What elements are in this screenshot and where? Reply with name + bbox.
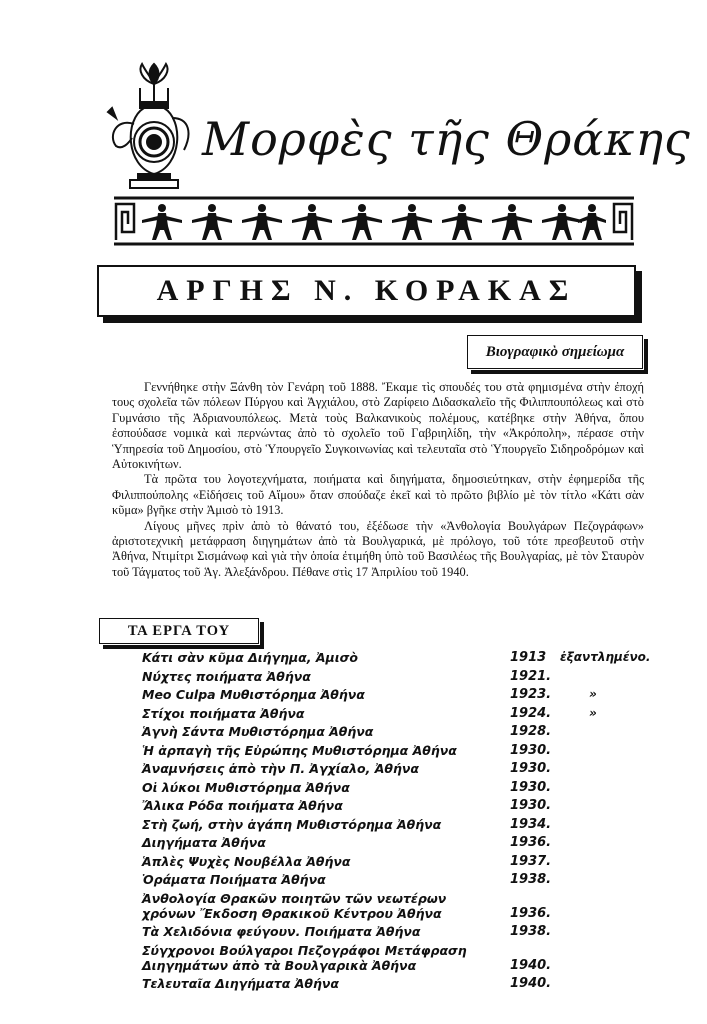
work-year: 1924. bbox=[510, 705, 552, 721]
work-year: 1928. bbox=[510, 724, 552, 739]
work-year: 1937. bbox=[510, 853, 552, 869]
author-name-box bbox=[97, 265, 636, 317]
bio-label-box bbox=[467, 335, 643, 369]
work-title: Ἄλικα Ρόδα ποιήματα Ἀθήνα bbox=[142, 798, 343, 813]
work-year: 1921. bbox=[510, 668, 552, 684]
list-item bbox=[142, 706, 662, 721]
author-name: ΑΡΓΗΣ Ν. ΚΟΡΑΚΑΣ bbox=[156, 274, 577, 307]
work-year: 1936. bbox=[510, 905, 552, 921]
work-title: Νύχτες ποιήματα Ἀθήνα bbox=[142, 668, 311, 684]
bio-paragraph: Λίγους μῆνες πρὶν ἀπὸ τὸ θάνατό του, ἐξέδωσε τὴν «Ἀνθολογία Βουλγάρων Πεζογράφων» ἀριστοτεχνικὴ μετάφραση διηγημάτων ἀπὸ τὰ Βουλγαρικά, μὲ πρόλογο, τοῦ τότε πρεσβευτοῦ στὴν Ἀθήνα, Ντιμίτρι Σισμάνωφ καὶ γιὰ τὴν ὁποία ἐτιμήθη ὑπὸ τοῦ Βασιλέως τῆς Βουλγαρίας, μὲ τὸν Σταυρὸν τοῦ Τάγματος τοῦ Ἁγ. Ἀλεξάνδρου. Πέθανε στὶς 17 Ἀπριλίου τοῦ 1940. bbox=[112, 518, 644, 579]
work-title: Ἡ ἁρπαγὴ τῆς Εὐρώπης Μυθιστόρημα Ἀθήνα bbox=[142, 742, 457, 758]
work-title: Ὁράματα Ποιήματα Ἀθήνα bbox=[142, 872, 326, 887]
list-item bbox=[142, 650, 662, 665]
list-item bbox=[142, 761, 662, 776]
list-item bbox=[142, 924, 662, 939]
work-title: Ἀναμνήσεις ἀπὸ τὴν Π. Ἀγχίαλο, Ἀθήνα bbox=[142, 761, 420, 776]
jug-ornament-icon bbox=[104, 58, 204, 190]
list-item bbox=[142, 780, 662, 795]
work-year: 1930. bbox=[510, 779, 552, 795]
work-year: 1934. bbox=[510, 816, 552, 832]
work-year: 1938. bbox=[510, 924, 552, 939]
magazine-title: Μορφὲς τῆς Θράκης bbox=[202, 112, 691, 166]
work-year: 1938. bbox=[510, 872, 552, 887]
list-item bbox=[142, 976, 662, 991]
work-year: 1940. bbox=[510, 976, 552, 991]
work-title: Meo Culpa Μυθιστόρημα Ἀθήνα bbox=[142, 687, 365, 702]
work-year: 1923. bbox=[510, 687, 552, 702]
work-year: 1930. bbox=[510, 798, 552, 813]
work-note: ἐξαντλημένο. bbox=[560, 650, 651, 664]
bio-paragraph: Τὰ πρῶτα του λογοτεχνήματα, ποιήματα καὶ διηγήματα, δημοσιεύτηκαν, στὴν ἐφημερίδα τῆς Φιλιππούπολης «Εἰδήσεις τοῦ Αἵμου» ὅταν σπούδαζε ἐκεῖ καὶ τὸ πρῶτο βιβλίο μὲ τὸν τίτλο «Κάτι σὰν κῦμα» βγῆκε στὴν Ἀμισὸ τὸ 1913. bbox=[112, 472, 644, 518]
work-title: Οἱ λύκοι Μυθιστόρημα Ἀθήνα bbox=[142, 779, 350, 795]
list-item bbox=[142, 872, 662, 887]
work-year: 1940. bbox=[510, 957, 552, 973]
list-item bbox=[142, 943, 662, 973]
works-label: ΤΑ ΕΡΓΑ ΤΟΥ bbox=[127, 622, 231, 639]
list-item bbox=[142, 687, 662, 702]
bio-paragraph: Γεννήθηκε στὴν Ξάνθη τὸν Γενάρη τοῦ 1888. Ἔκαμε τὶς σπουδές του στὰ φημισμένα στὴν ἐποχή τους σχολεῖα τῶν πόλεων Πύργου καὶ Ἀγχιάλου, στὸ Ζαρίφειο Διδασκαλεῖο τῆς Φιλιππουπόλεως καὶ στὸ Γυμνάσιο τῆς Ἀδριανουπόλεως. Μετὰ τοὺς Βαλκανικοὺς πολέμους, κατέβηκε στὴν Ἀθήνα, ὅπου ἐσπούδασε νομικὰ καὶ περνώντας ἀπὸ τὸ σχολεῖο τοῦ Γαβριηλίδη, τὴν «Ἀκρόπολη», πέρασε στὴν Ὑπηρεσία τοῦ Δημοσίου, στὸ Ὑπουργεῖο Συγκοινωνίας καὶ τελευταῖα στὸ Ὑπουργεῖο Σιδηροδρόμων καὶ Αὐτοκινήτων. bbox=[112, 380, 644, 472]
work-year: 1936. bbox=[510, 835, 552, 850]
work-note: » bbox=[589, 687, 597, 701]
work-title: Τὰ Χελιδόνια φεύγουν. Ποιήματα Ἀθήνα bbox=[142, 924, 421, 939]
works-list bbox=[142, 650, 662, 995]
works-label-box bbox=[99, 618, 259, 644]
list-item bbox=[142, 835, 662, 850]
work-title: Στὴ ζωή, στὴν ἀγάπη Μυθιστόρημα Ἀθήνα bbox=[142, 816, 442, 832]
greek-key-frieze-icon bbox=[114, 196, 634, 246]
list-item bbox=[142, 798, 662, 813]
work-title: Ἁπλὲς Ψυχὲς Νουβέλλα Ἀθήνα bbox=[142, 853, 351, 869]
work-title: Κάτι σὰν κῦμα Διήγημα, Ἀμισὸ bbox=[142, 650, 358, 665]
list-item bbox=[142, 817, 662, 832]
work-title: Τελευταῖα Διηγήματα Ἀθήνα bbox=[142, 976, 339, 991]
bio-label: Βιογραφικὸ σημείωμα bbox=[485, 343, 625, 360]
list-item bbox=[142, 854, 662, 869]
list-item bbox=[142, 891, 662, 921]
list-item bbox=[142, 669, 662, 684]
work-title: Σύγχρονοι Βούλγαροι Πεζογράφοι Μετάφραση Διηγημάτων ἀπὸ τὰ Βουλγαρικὰ Ἀθήνα bbox=[142, 942, 467, 973]
work-title: Διηγήματα Ἀθήνα bbox=[142, 835, 266, 850]
work-note: » bbox=[589, 705, 597, 720]
work-year: 1930. bbox=[510, 761, 552, 776]
list-item bbox=[142, 724, 662, 739]
list-item bbox=[142, 743, 662, 758]
work-title: Ἀνθολογία Θρακῶν ποιητῶν τῶν νεωτέρων χρόνων Ἔκδοση Θρακικοῦ Κέντρου Ἀθήνα bbox=[142, 890, 447, 921]
work-year: 1913 bbox=[510, 650, 547, 665]
bio-text bbox=[112, 380, 644, 580]
work-year: 1930. bbox=[510, 742, 552, 758]
work-title: Στίχοι ποιήματα Ἀθήνα bbox=[142, 705, 305, 721]
work-title: Ἁγνὴ Σάντα Μυθιστόρημα Ἀθήνα bbox=[142, 724, 374, 739]
